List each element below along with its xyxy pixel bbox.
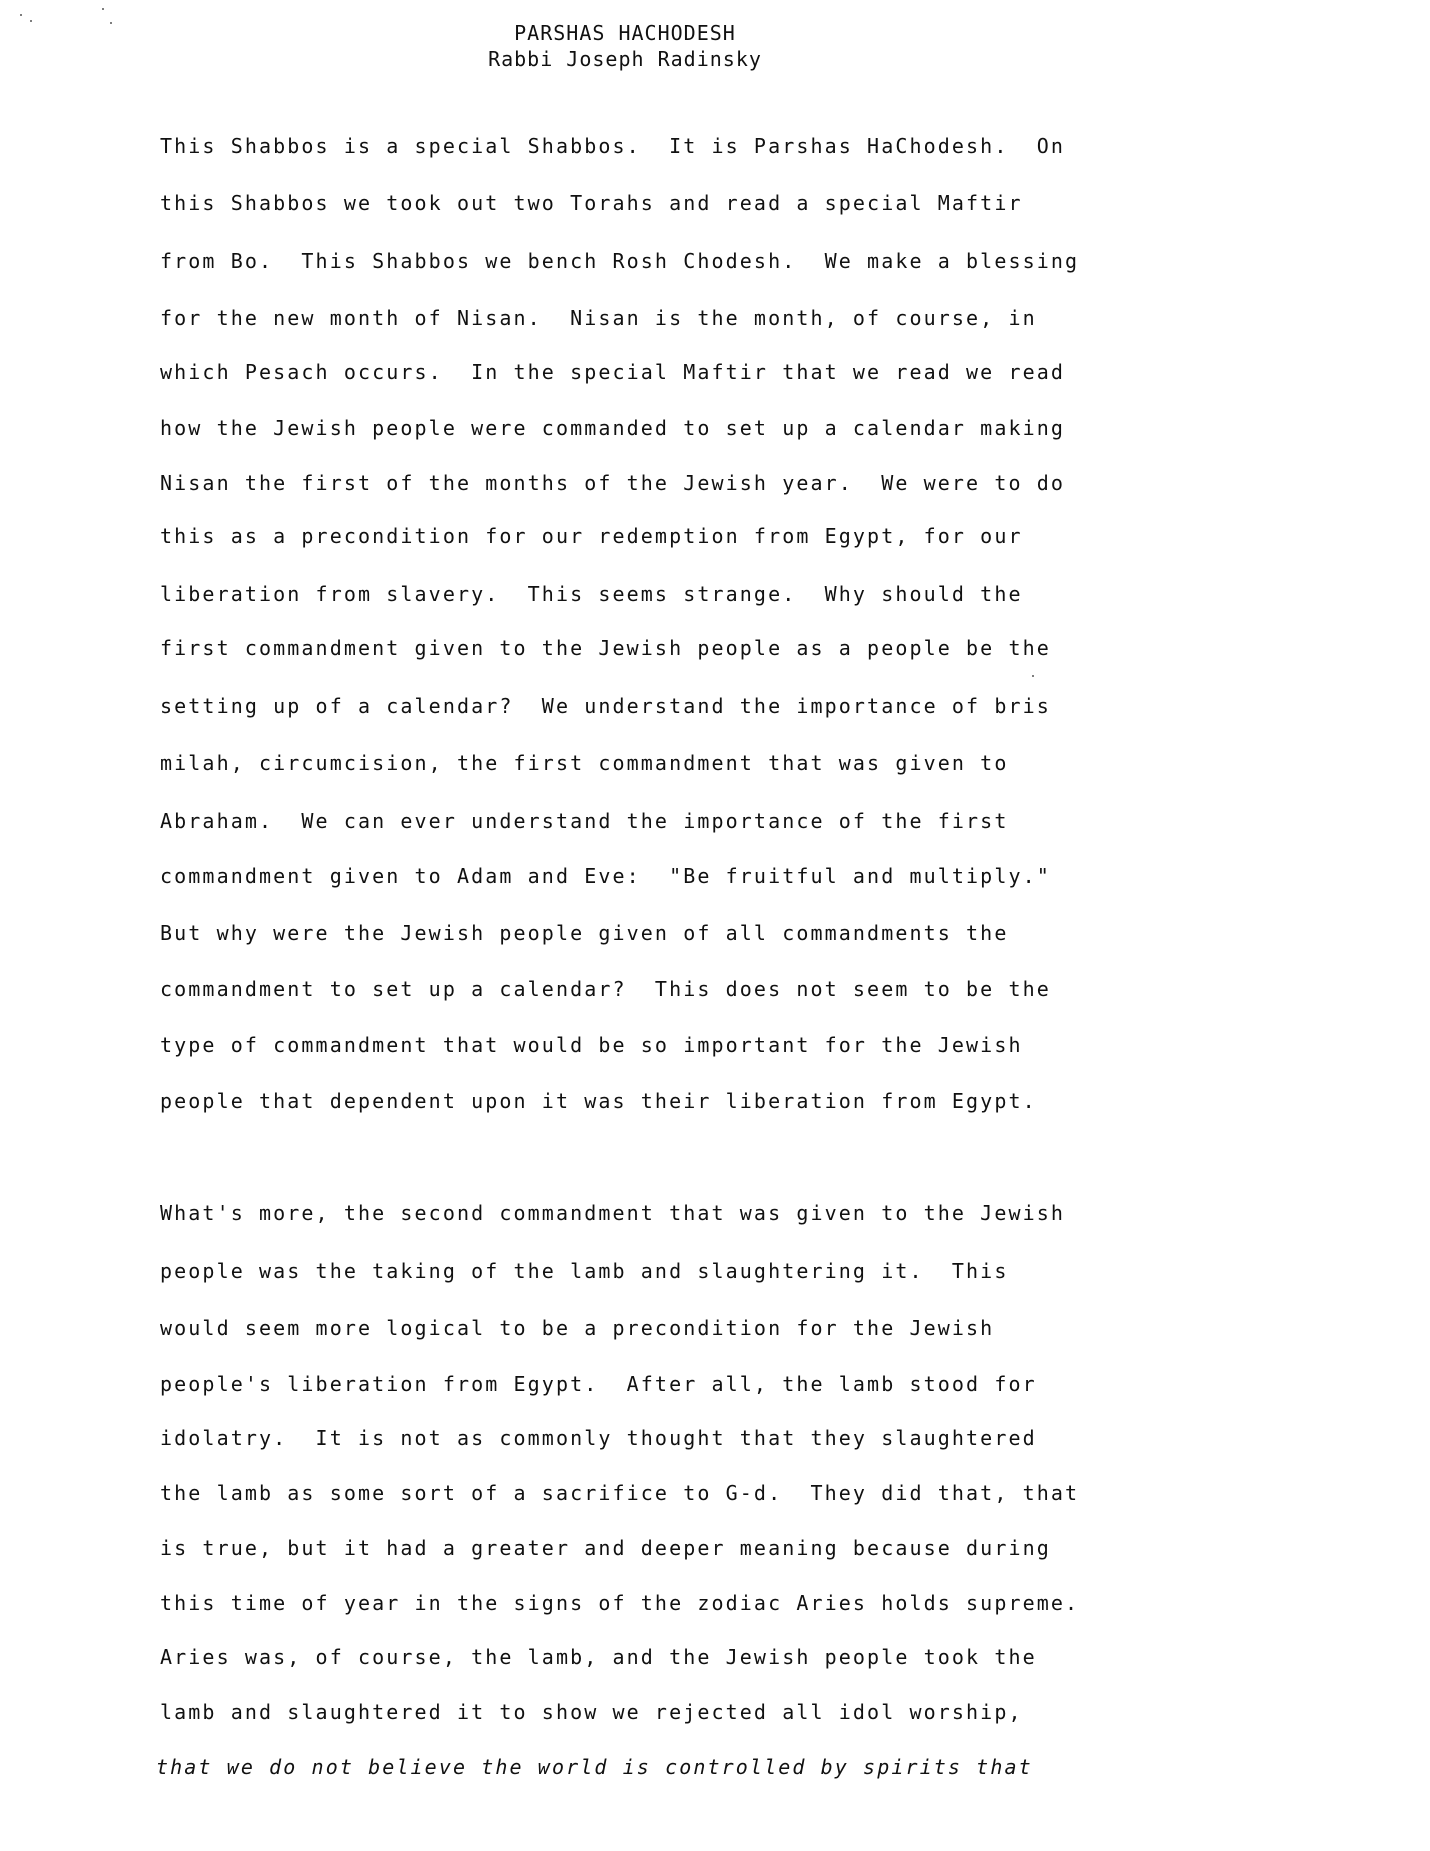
text-line: liberation from slavery. This seems strange. Why should the <box>160 582 1023 606</box>
text-line: type of commandment that would be so important for the Jewish <box>160 1033 1023 1057</box>
scan-speck <box>110 22 112 24</box>
text-line: This Shabbos is a special Shabbos. It is Parshas HaChodesh. On <box>160 134 1066 158</box>
text-line: that we do not believe the world is controlled by spirits that <box>156 1755 1033 1779</box>
text-line: people's liberation from Egypt. After all, the lamb stood for <box>160 1372 1037 1396</box>
document-author: Rabbi Joseph Radinsky <box>488 47 762 71</box>
text-line: What's more, the second commandment that was given to the Jewish <box>160 1201 1066 1225</box>
text-line: But why were the Jewish people given of all commandments the <box>160 921 1009 945</box>
text-line: Nisan the first of the months of the Jewish year. We were to do <box>160 471 1066 495</box>
scan-speck <box>20 14 22 16</box>
scan-speck <box>30 20 32 22</box>
text-line: Aries was, of course, the lamb, and the Jewish people took the <box>160 1645 1037 1669</box>
text-line: first commandment given to the Jewish people as a people be the <box>160 636 1051 660</box>
text-line: the lamb as some sort of a sacrifice to G-d. They did that, that <box>160 1481 1080 1505</box>
text-line: which Pesach occurs. In the special Maftir that we read we read <box>160 360 1066 384</box>
text-line: commandment given to Adam and Eve: "Be fruitful and multiply." <box>160 864 1051 888</box>
text-line: idolatry. It is not as commonly thought that they slaughtered <box>160 1426 1037 1450</box>
document-title: PARSHAS HACHODESH <box>514 21 736 45</box>
text-line: commandment to set up a calendar? This does not seem to be the <box>160 977 1051 1001</box>
text-line: for the new month of Nisan. Nisan is the month, of course, in <box>160 306 1037 330</box>
text-line: people was the taking of the lamb and slaughtering it. This <box>160 1259 1009 1283</box>
text-line: this Shabbos we took out two Torahs and read a special Maftir <box>160 191 1023 215</box>
text-line: would seem more logical to be a precondition for the Jewish <box>160 1316 995 1340</box>
text-line: this time of year in the signs of the zodiac Aries holds supreme. <box>160 1591 1080 1615</box>
text-line: from Bo. This Shabbos we bench Rosh Chodesh. We make a blessing <box>160 249 1080 273</box>
text-line: how the Jewish people were commanded to set up a calendar making <box>160 416 1066 440</box>
text-line: lamb and slaughtered it to show we rejected all idol worship, <box>160 1700 1023 1724</box>
scan-speck <box>1032 675 1034 677</box>
text-line: is true, but it had a greater and deeper meaning because during <box>160 1536 1051 1560</box>
scan-speck <box>102 8 104 10</box>
text-line: this as a precondition for our redemption from Egypt, for our <box>160 524 1023 548</box>
text-line: setting up of a calendar? We understand the importance of bris <box>160 694 1051 718</box>
text-line: people that dependent upon it was their liberation from Egypt. <box>160 1089 1037 1113</box>
text-line: milah, circumcision, the first commandment that was given to <box>160 751 1009 775</box>
text-line: Abraham. We can ever understand the importance of the first <box>160 809 1009 833</box>
